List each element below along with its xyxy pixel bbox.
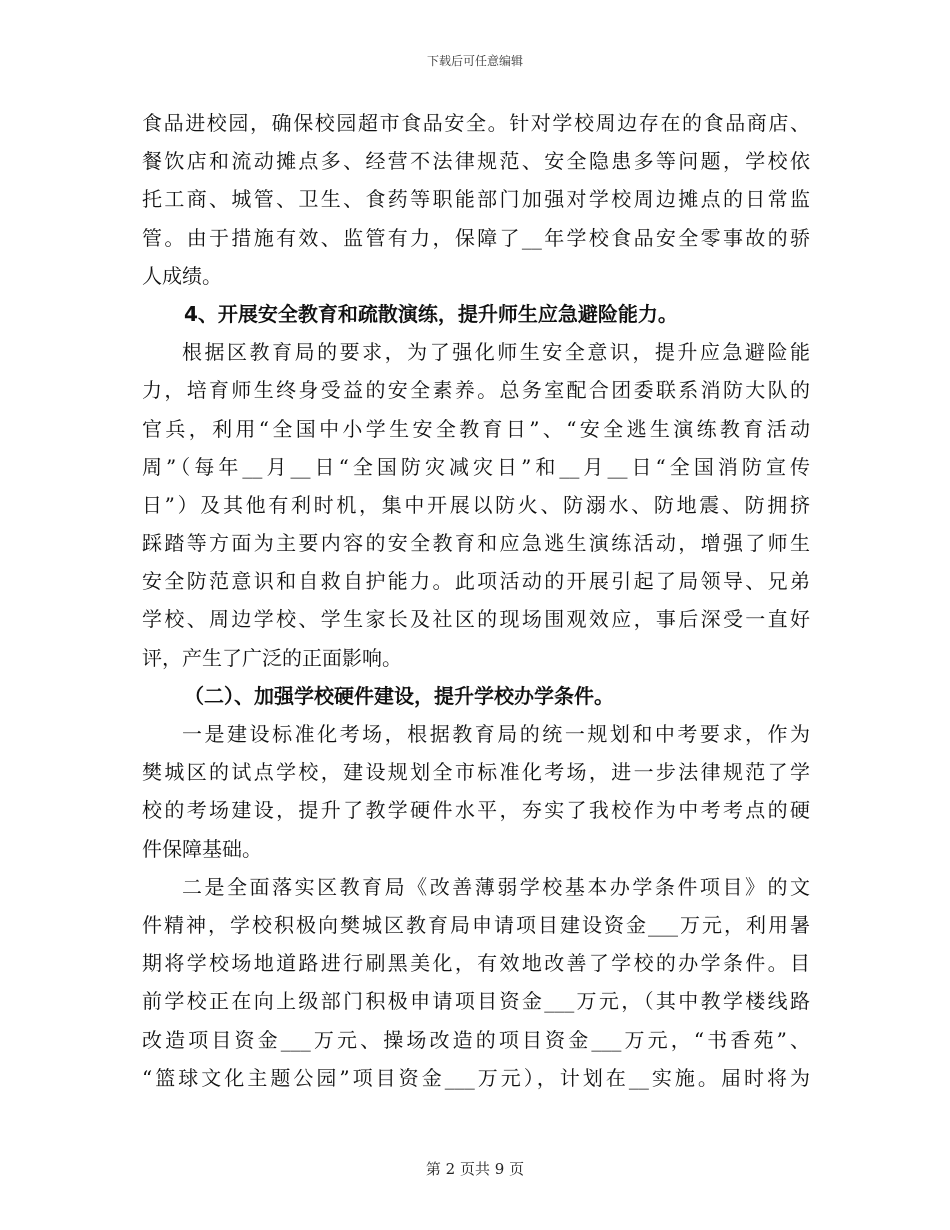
paragraph: [142, 104, 810, 295]
text-line: 一是建设标准化考场，根据教育局的统一规划和中考要求，作为: [182, 722, 810, 746]
text-line: 期将学校场地道路进行刷黑美化，有效地改善了学校的办学条件。目: [142, 951, 810, 976]
text-line: 学校、周边学校、学生家长及社区的现场围观效应，事后深受一直好: [142, 607, 810, 632]
paragraph: [142, 715, 810, 868]
section-heading: （二）、加强学校硬件建设，提升学校办学条件。: [184, 683, 614, 708]
text-line: 安全防范意识和自救自护能力。此项活动的开展引起了局领导、兄弟: [142, 569, 810, 594]
paragraph: [142, 868, 810, 1097]
text-line: 管。由于措施有效、监管有力，保障了__年学校食品安全零事故的骄: [142, 225, 810, 250]
text-line: 官兵，利用“全国中小学生安全教育日”、“安全逃生演练教育活动: [142, 416, 810, 441]
page-footer: 第 2 页共 9 页: [425, 1160, 525, 1178]
text-line: 根据区教育局的要求，为了强化师生安全意识，提升应急避险能: [182, 340, 810, 365]
text-line: “篮球文化主题公园”项目资金___万元），计划在__实施。届时将为: [142, 1065, 810, 1090]
text-line: 踩踏等方面为主要内容的安全教育和应急逃生演练活动，增强了师生: [142, 531, 810, 556]
text-line: 日”）及其他有利时机，集中开展以防火、防溺水、防地震、防拥挤: [142, 492, 810, 517]
paragraph: [142, 333, 810, 677]
text-line: 周”（每年__月__日“全国防灾减灾日”和__月__日“全国消防宣传: [142, 454, 810, 479]
text-line: 托工商、城管、卫生、食药等职能部门加强对学校周边摊点的日常监: [142, 187, 810, 212]
text-line: 件精神，学校积极向樊城区教育局申请项目建设资金___万元，利用暑: [142, 912, 810, 937]
text-line: 人成绩。: [142, 263, 222, 288]
section-heading: 4、开展安全教育和疏散演练，提升师生应急避险能力。: [184, 301, 678, 326]
text-line: 樊城区的试点学校，建设规划全市标准化考场，进一步法律规范了学: [142, 760, 810, 785]
text-line: 二是全面落实区教育局《改善薄弱学校基本办学条件项目》的文: [182, 874, 810, 899]
text-line: 食品进校园，确保校园超市食品安全。针对学校周边存在的食品商店、: [142, 111, 810, 135]
text-line: 改造项目资金___万元、操场改造的项目资金___万元，“书香苑”、: [142, 1027, 810, 1052]
text-line: 前学校正在向上级部门积极申请项目资金___万元，（其中教学楼线路: [142, 989, 810, 1014]
text-line: 餐饮店和流动摊点多、经营不法律规范、安全隐患多等问题，学校依: [142, 149, 810, 174]
page-header: 下载后可任意编辑: [426, 54, 523, 68]
text-line: 力，培育师生终身受益的安全素养。总务室配合团委联系消防大队的: [142, 378, 810, 403]
text-line: 校的考场建设，提升了教学硬件水平，夯实了我校作为中考考点的硬: [142, 798, 810, 823]
document-body: [142, 104, 810, 1097]
text-line: 评，产生了广泛的正面影响。: [142, 645, 402, 670]
text-line: 件保障基础。: [142, 836, 262, 861]
